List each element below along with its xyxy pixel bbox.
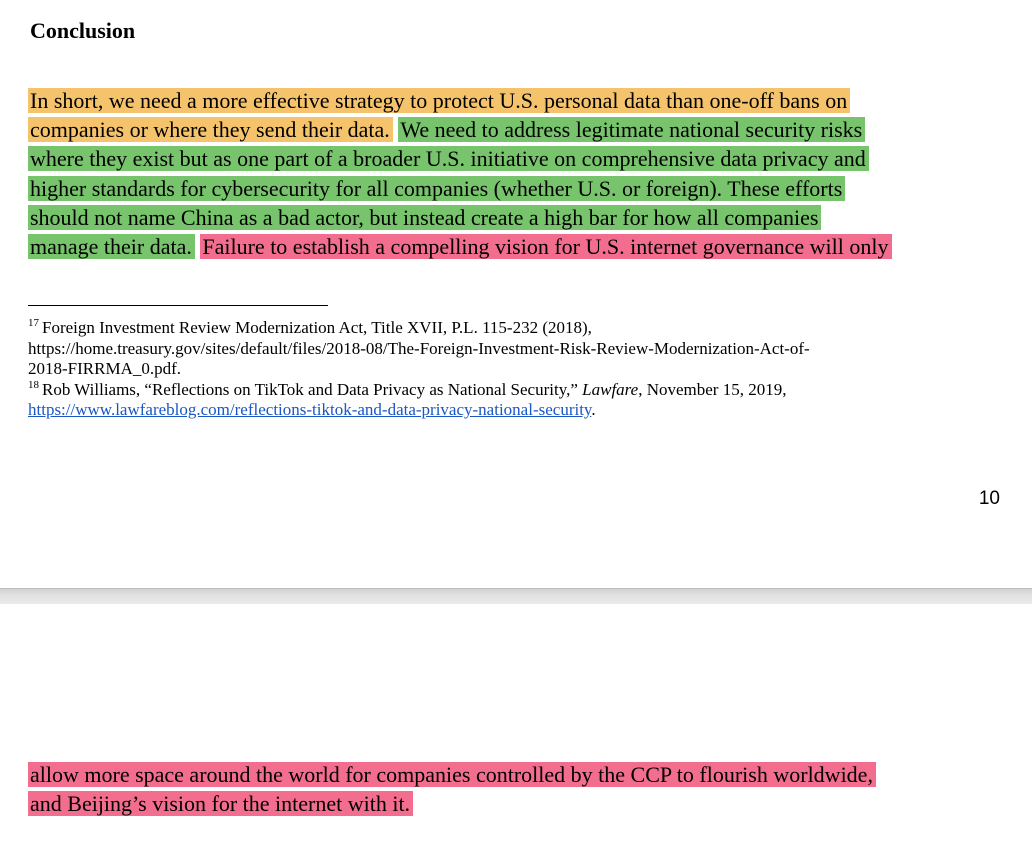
- publication-name: Lawfare: [582, 379, 639, 399]
- page-break: [0, 588, 1032, 604]
- footnotes: [28, 318, 1003, 421]
- footnote-17-url-end: 2018-FIRRMA_0.pdf.: [28, 359, 182, 378]
- paragraph-line: [28, 789, 1003, 818]
- highlight-green: higher standards for cybersecurity for all companies (whether U.S. or foreign). These efforts: [28, 176, 845, 201]
- highlight-pink: allow more space around the world for companies controlled by the CCP to flourish worldwide,: [28, 762, 876, 787]
- highlight-green: manage their data.: [28, 234, 195, 259]
- footnote-17: [28, 318, 1003, 339]
- paragraph-line: [28, 144, 1003, 173]
- footnote-17-url: https://home.treasury.gov/sites/default/files/2018-08/The-Foreign-Investment-Risk-Review-Modernization-Act-of-: [28, 338, 810, 358]
- footnote-18-link-line: [28, 400, 1003, 421]
- footnote-number: 17: [28, 317, 39, 330]
- footnote-date: , November 15, 2019,: [638, 379, 787, 399]
- highlight-green: should not name China as a bad actor, but instead create a high bar for how all companies: [28, 205, 821, 230]
- paragraph-line: [28, 203, 1003, 232]
- footnote-separator: [28, 305, 328, 306]
- paragraph-line: [28, 86, 1003, 115]
- highlight-orange: companies or where they send their data.: [28, 117, 393, 142]
- footnote-period: .: [591, 400, 596, 419]
- footnote-link[interactable]: https://www.lawfareblog.com/reflections-tiktok-and-data-privacy-national-security: [28, 400, 592, 419]
- paragraph-line: [28, 115, 1003, 144]
- footnote-number: 18: [28, 378, 39, 391]
- section-heading: Conclusion: [30, 18, 136, 43]
- highlight-green: where they exist but as one part of a broader U.S. initiative on comprehensive data privacy and: [28, 146, 869, 171]
- paragraph-line: [28, 232, 1003, 261]
- highlight-pink: Failure to establish a compelling vision for U.S. internet governance will only: [200, 234, 891, 259]
- paragraph-line: [28, 174, 1003, 203]
- footnote-text: Foreign Investment Review Modernization Act, Title XVII, P.L. 115-232 (2018),: [42, 318, 592, 337]
- highlight-pink: and Beijing’s vision for the internet with it.: [28, 791, 413, 816]
- footnote-18: [28, 380, 1003, 401]
- page-number: 10: [978, 488, 1000, 509]
- footnote-text: Rob Williams, “Reflections on TikTok and Data Privacy as National Security,”: [42, 379, 578, 399]
- paragraph-line: [28, 760, 1003, 789]
- continued-paragraph: [28, 760, 1003, 818]
- highlight-orange: In short, we need a more effective strategy to protect U.S. personal data than one-off bans on: [28, 88, 850, 113]
- highlight-green: We need to address legitimate national security risks: [398, 117, 865, 142]
- document-page-11: [0, 604, 1032, 842]
- conclusion-paragraph: [28, 86, 1003, 261]
